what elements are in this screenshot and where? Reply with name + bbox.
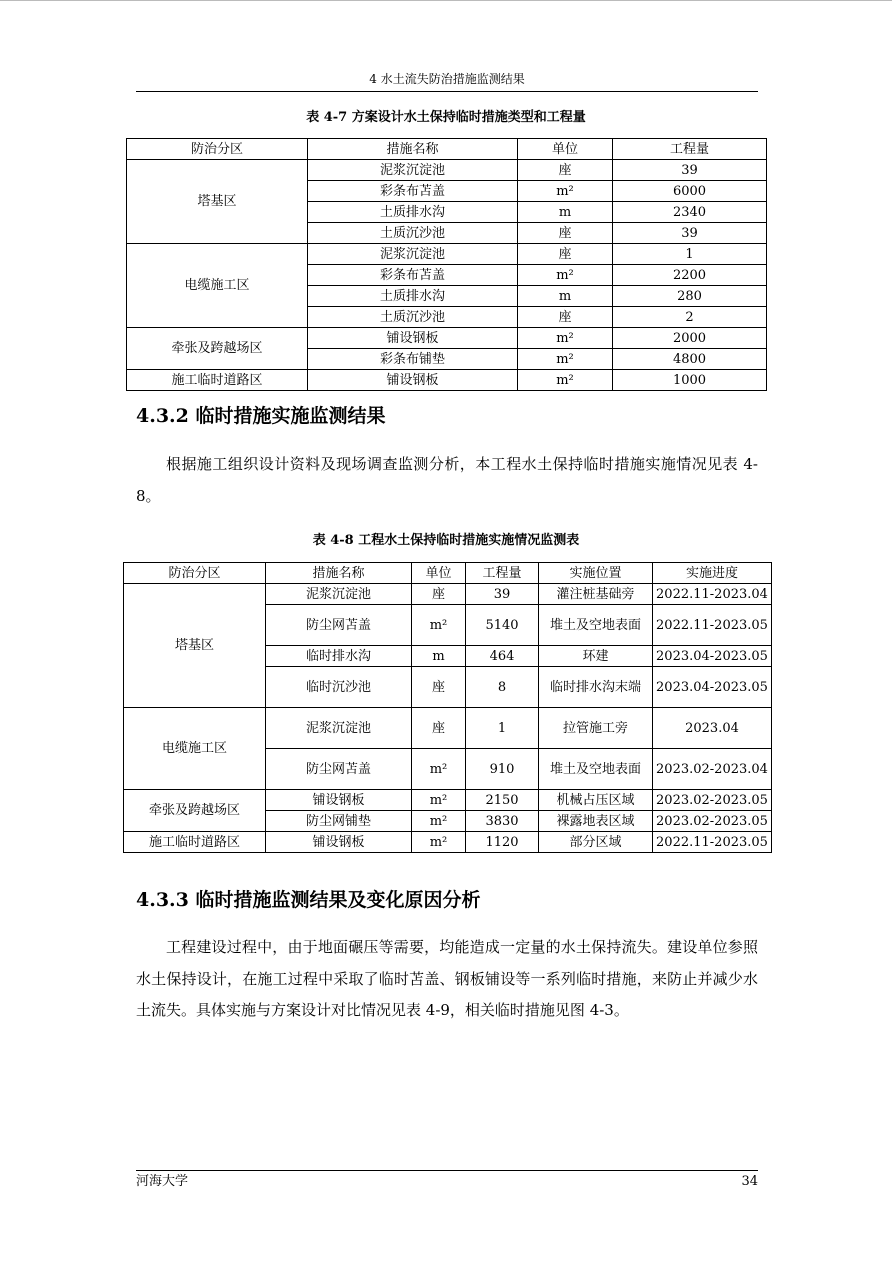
unit-cell: m² <box>518 265 613 286</box>
location-cell: 部分区域 <box>539 832 653 853</box>
location-cell: 裸露地表区域 <box>539 811 653 832</box>
unit-cell: 座 <box>412 584 466 605</box>
section-4-3-2-paragraph: 根据施工组织设计资料及现场调查监测分析，本工程水土保持临时措施实施情况见表 4-8。 <box>136 455 758 505</box>
table-row <box>124 790 772 811</box>
measure-cell: 铺设钢板 <box>308 370 518 391</box>
measure-cell: 泥浆沉淀池 <box>308 160 518 181</box>
header-rule <box>136 91 758 92</box>
quantity-cell: 39 <box>613 223 767 244</box>
zone-cell: 塔基区 <box>124 584 266 708</box>
measure-cell: 防尘网铺垫 <box>266 811 412 832</box>
footer-institution: 河海大学 <box>136 1174 189 1189</box>
measure-cell: 土质沉沙池 <box>308 307 518 328</box>
zone-cell: 塔基区 <box>127 160 308 244</box>
unit-cell: 座 <box>518 307 613 328</box>
quantity-cell: 2200 <box>613 265 767 286</box>
quantity-cell: 1 <box>466 708 539 749</box>
footer-rule <box>136 1170 758 1171</box>
measure-cell: 土质排水沟 <box>308 286 518 307</box>
unit-cell: m² <box>412 749 466 790</box>
col-header-unit: 单位 <box>518 139 613 160</box>
location-cell: 临时排水沟末端 <box>539 667 653 708</box>
col-header-measure: 措施名称 <box>308 139 518 160</box>
table-row <box>124 708 772 749</box>
col-header-progress: 实施进度 <box>653 563 772 584</box>
progress-cell: 2023.04-2023.05 <box>653 646 772 667</box>
unit-cell: m <box>412 646 466 667</box>
measure-cell: 土质沉沙池 <box>308 223 518 244</box>
unit-cell: 座 <box>412 708 466 749</box>
quantity-cell: 3830 <box>466 811 539 832</box>
measure-cell: 彩条布铺垫 <box>308 349 518 370</box>
col-header-zone: 防治分区 <box>127 139 308 160</box>
measure-cell: 防尘网苫盖 <box>266 605 412 646</box>
quantity-cell: 5140 <box>466 605 539 646</box>
running-header: 4 水土流失防治措施监测结果 <box>369 72 525 86</box>
quantity-cell: 2 <box>613 307 767 328</box>
measure-cell: 铺设钢板 <box>266 832 412 853</box>
page-top-border <box>0 0 892 1</box>
page-number: 34 <box>741 1174 758 1189</box>
quantity-cell: 6000 <box>613 181 767 202</box>
table-4-8-header-row <box>124 563 772 584</box>
measure-cell: 防尘网苫盖 <box>266 749 412 790</box>
col-header-quantity: 工程量 <box>613 139 767 160</box>
quantity-cell: 2150 <box>466 790 539 811</box>
progress-cell: 2023.04 <box>653 708 772 749</box>
quantity-cell: 2340 <box>613 202 767 223</box>
unit-cell: 座 <box>518 223 613 244</box>
progress-cell: 2022.11-2023.05 <box>653 605 772 646</box>
measure-cell: 铺设钢板 <box>308 328 518 349</box>
zone-cell: 施工临时道路区 <box>124 832 266 853</box>
section-4-3-2-heading: 4.3.2 临时措施实施监测结果 <box>136 405 386 427</box>
measure-cell: 临时沉沙池 <box>266 667 412 708</box>
col-header-measure: 措施名称 <box>266 563 412 584</box>
zone-cell: 电缆施工区 <box>127 244 308 328</box>
col-header-unit: 单位 <box>412 563 466 584</box>
unit-cell: m² <box>518 370 613 391</box>
measure-cell: 土质排水沟 <box>308 202 518 223</box>
zone-cell: 牵张及跨越场区 <box>124 790 266 832</box>
table-row <box>127 328 767 349</box>
col-header-quantity: 工程量 <box>466 563 539 584</box>
location-cell: 堆土及空地表面 <box>539 605 653 646</box>
progress-cell: 2023.04-2023.05 <box>653 667 772 708</box>
unit-cell: m² <box>518 181 613 202</box>
location-cell: 拉管施工旁 <box>539 708 653 749</box>
zone-cell: 电缆施工区 <box>124 708 266 790</box>
section-4-3-3-paragraph: 工程建设过程中，由于地面碾压等需要，均能造成一定量的水土保持流失。建设单位参照水土保持设计，在施工过程中采取了临时苫盖、钢板铺设等一系列临时措施，来防止并减少水土流失。具体实施与方案设计对比情况见表 4-9，相关临时措施见图 4-3。 <box>136 938 758 1019</box>
unit-cell: 座 <box>518 160 613 181</box>
section-4-3-3-heading: 4.3.3 临时措施监测结果及变化原因分析 <box>136 889 481 911</box>
quantity-cell: 1120 <box>466 832 539 853</box>
progress-cell: 2023.02-2023.05 <box>653 790 772 811</box>
zone-cell: 施工临时道路区 <box>127 370 308 391</box>
quantity-cell: 910 <box>466 749 539 790</box>
table-4-8-caption: 表 4-8 工程水土保持临时措施实施情况监测表 <box>312 533 580 548</box>
table-4-7-header-row <box>127 139 767 160</box>
table-4-8 <box>123 562 772 853</box>
quantity-cell: 39 <box>466 584 539 605</box>
unit-cell: m² <box>412 811 466 832</box>
location-cell: 机械占压区域 <box>539 790 653 811</box>
quantity-cell: 2000 <box>613 328 767 349</box>
unit-cell: m² <box>518 349 613 370</box>
quantity-cell: 39 <box>613 160 767 181</box>
unit-cell: m² <box>412 832 466 853</box>
table-4-7 <box>126 138 767 391</box>
unit-cell: m <box>518 286 613 307</box>
unit-cell: 座 <box>518 244 613 265</box>
progress-cell: 2023.02-2023.04 <box>653 749 772 790</box>
progress-cell: 2023.02-2023.05 <box>653 811 772 832</box>
table-row <box>127 370 767 391</box>
table-row <box>127 160 767 181</box>
measure-cell: 泥浆沉淀池 <box>308 244 518 265</box>
quantity-cell: 4800 <box>613 349 767 370</box>
location-cell: 灌注桩基础旁 <box>539 584 653 605</box>
measure-cell: 铺设钢板 <box>266 790 412 811</box>
unit-cell: 座 <box>412 667 466 708</box>
measure-cell: 泥浆沉淀池 <box>266 708 412 749</box>
measure-cell: 泥浆沉淀池 <box>266 584 412 605</box>
quantity-cell: 1 <box>613 244 767 265</box>
location-cell: 环建 <box>539 646 653 667</box>
unit-cell: m² <box>412 605 466 646</box>
progress-cell: 2022.11-2023.04 <box>653 584 772 605</box>
measure-cell: 彩条布苫盖 <box>308 181 518 202</box>
unit-cell: m² <box>412 790 466 811</box>
quantity-cell: 464 <box>466 646 539 667</box>
measure-cell: 彩条布苫盖 <box>308 265 518 286</box>
location-cell: 堆土及空地表面 <box>539 749 653 790</box>
table-4-7-caption: 表 4-7 方案设计水土保持临时措施类型和工程量 <box>306 110 586 125</box>
quantity-cell: 8 <box>466 667 539 708</box>
quantity-cell: 280 <box>613 286 767 307</box>
progress-cell: 2022.11-2023.05 <box>653 832 772 853</box>
unit-cell: m² <box>518 328 613 349</box>
col-header-zone: 防治分区 <box>124 563 266 584</box>
quantity-cell: 1000 <box>613 370 767 391</box>
table-row <box>124 832 772 853</box>
measure-cell: 临时排水沟 <box>266 646 412 667</box>
zone-cell: 牵张及跨越场区 <box>127 328 308 370</box>
unit-cell: m <box>518 202 613 223</box>
table-row <box>124 584 772 605</box>
col-header-location: 实施位置 <box>539 563 653 584</box>
table-row <box>127 244 767 265</box>
